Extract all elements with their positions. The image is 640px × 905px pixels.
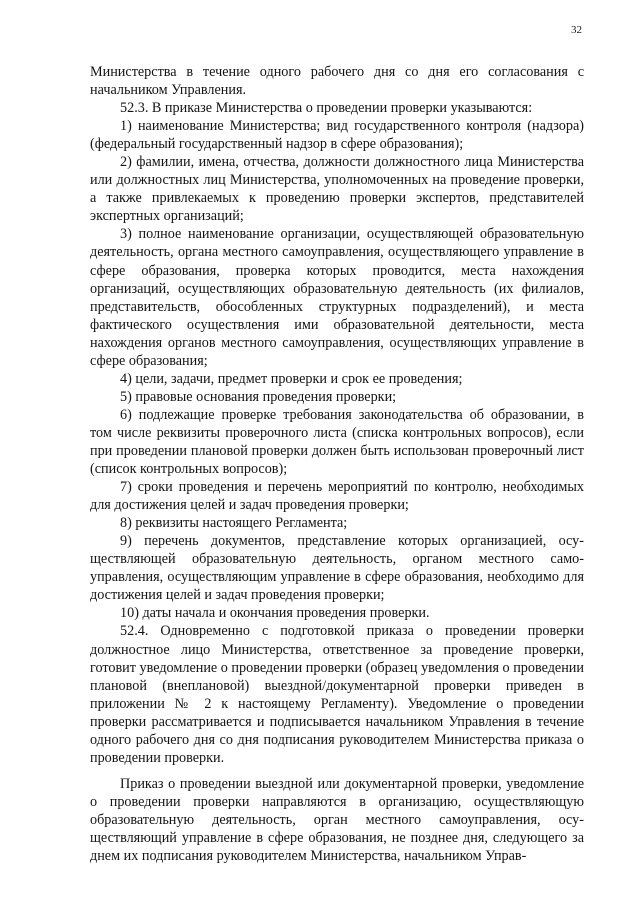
list-item-1: 1) наименование Министерства; вид государственного контроля (надзора) (федеральный государственный надзор в сфере образования);: [90, 118, 584, 153]
paragraph-continuation: Министерства в течение одного рабочего дня со дня его согласования с начальником Управления.: [90, 64, 584, 99]
list-item-7: 7) сроки проведения и перечень мероприятий по контролю, необходимых для достижения целей и задач проведения проверки;: [90, 479, 584, 514]
list-item-9: 9) перечень документов, представление которых организацией, осуществляющей образовательную деятельность, органом местного самоуправления, осуществляющим управление в сфере образования, необходимо для достижения целей и задач проведения проверки;: [90, 533, 584, 604]
document-body: [90, 63, 584, 865]
paragraph-order-notice: Приказ о проведении выездной или документарной проверки, уведомление о проведении проверки направляются в организацию, осуществляющую образовательную деятельность, орган местного самоуправления, осуществляющий управление в сфере образования, не позднее дня, следующего за днем их подписания руководителем Министерства, начальником Управ-: [90, 775, 584, 865]
list-item-2: 2) фамилии, имена, отчества, должности должностного лица Министерства или должностных лиц Министерства, уполномоченных на проведение проверки, а также привлекаемых к проведению проверки экспертов, представителей экспертных организаций;: [90, 154, 584, 225]
list-item-4: 4) цели, задачи, предмет проверки и срок ее проведения;: [120, 370, 463, 387]
list-item-3: 3) полное наименование организации, осуществляющей образовательную деятельность, органа местного самоуправления, осуществляющего управление в сфере образования, проверка которых проводится, места нахождения организаций, осуществляющих образовательную деятельность (их филиалов, представительств, обособленных структурных подразделений), и места фактического осуществления ими образовательной деятельности, места нахождения органов местного самоуправления, осуществляющих управление в сфере образования;: [90, 226, 584, 369]
list-item-8: 8) реквизиты настоящего Регламента;: [120, 515, 348, 532]
list-item-10: 10) даты начала и окончания проведения проверки.: [120, 605, 430, 622]
paragraph-52-4: 52.4. Одновременно с подготовкой приказа о проведении проверки должностное лицо Министерства, ответственное за проведение проверки, готовит уведомление о проведении проверки (образец уведомления о проведении плановой (внеплановой) выездной/документарной проверки приведен в приложении № 2 к настоящему Регламенту). Уведомление о проведении проверки рассматривается и подписывается начальником Управления в течение одного рабочего дня со дня подписания руководителем Министерства приказа о проведении проверки.: [90, 623, 584, 766]
page-number: 32: [571, 24, 582, 36]
list-item-5: 5) правовые основания проведения проверки;: [120, 388, 397, 405]
paragraph-52-3: 52.3. В приказе Министерства о проведении проверки указываются:: [120, 100, 533, 117]
list-item-6: 6) подлежащие проверке требования законодательства об образовании, в том числе реквизиты проверочного листа (списка контрольных вопросов), если при проведении плановой проверки должен быть использован проверочный лист (список контрольных вопросов);: [90, 406, 584, 478]
